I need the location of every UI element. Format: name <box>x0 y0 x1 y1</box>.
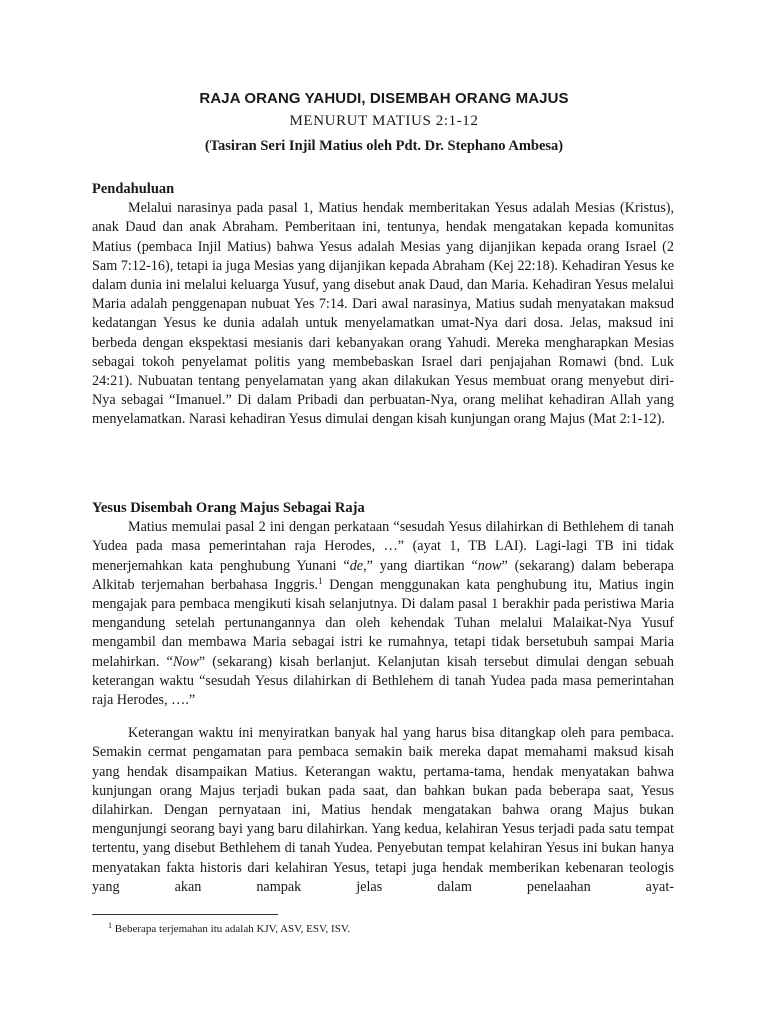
paragraph: Keterangan waktu ini menyiratkan banyak hal yang harus bisa ditangkap oleh para pembaca. Semakin cermat pengamatan para pembaca semakin baik mereka dapat memahami maksud kisah yang hendak disampaikan Matius. Keterangan waktu, pertama-tama, hendak menyatakan bahwa kunjungan orang Majus terjadi bukan pada saat, dan bahkan bukan pada beberapa saat, Yesus dilahirkan. Dengan pernyataan ini, Matius hendak mengatakan bahwa orang Majus bukan mengunjungi seorang bayi yang baru dilahirkan. Yang kedua, kelahiran Yesus terjadi pada satu tempat tertentu, yang disebut Bethlehem di tanah Yudea. Penyebutan tempat kelahiran Yesus ini bukan hanya menyatakan fakta historis dari kelahiran Yesus, tetapi juga hendak memberikan kebenaran teologis yang akan nampak jelas dalam penelaahan ayat- <box>92 725 674 895</box>
paragraph <box>92 518 674 710</box>
text-run: Matius memulai pasal 2 ini dengan perkataan “sesudah Yesus dilahirkan di Bethlehem di tanah Yudea pada masa pemerintahan raja Herodes, …” (ayat 1, TB LAI). Lagi-lagi TB ini tidak menerjemahkan kata penghubung Yunani “ <box>92 519 674 574</box>
document-subtitle: MENURUT MATIUS 2:1-12 <box>289 113 479 129</box>
document-header <box>0 88 768 157</box>
section-heading: Yesus Disembah Orang Majus Sebagai Raja <box>92 500 365 516</box>
section-introduction <box>92 180 674 430</box>
english-word: now <box>477 557 502 574</box>
footnote <box>108 922 350 936</box>
document-byline: (Tasiran Seri Injil Matius oleh Pdt. Dr. Stephano Ambesa) <box>204 138 564 154</box>
section-heading: Pendahuluan <box>92 181 175 197</box>
paragraph: Melalui narasinya pada pasal 1, Matius hendak memberitakan Yesus adalah Mesias (Kristus), anak Daud dan anak Abraham. Pemberitaan ini, tentunya, hendak mengatakan kepada komunitas Matius (pembaca Injil Matius) bahwa Yesus adalah Mesias yang dijanjikan kepada orang Israel (2 Sam 7:12-16), tetapi ia juga Mesias yang dijanjikan kepada Abraham (Kej 22:18). Kehadiran Yesus ke dalam dunia ini melalui keluarga Yusuf, yang disebut anak Daud, dan Maria. Kehadiran Yesus melalui Maria adalah penggenapan nubuat Yes 7:14. Dari awal narasinya, Matius sudah menyatakan maksud kedatangan Yesus ke dunia adalah untuk menyelamatkan umat-Nya dari dosa. Jelas, maksud ini berbeda dengan ekspektasi mesianis dari kebanyakan orang Yahudi. Mereka mengharapkan Mesias sebagai tokoh penyelamat politis yang membebaskan Israel dari penjajahan Romawi (bnd. Luk 24:21). Nubuatan tentang penyelamatan yang akan dilakukan Yesus membuat orang menyebut diri-Nya sebagai “Imanuel.” Di dalam Pribadi dan perbuatan-Nya, orang melihat kehadiran Allah yang menyelamatkan. Narasi kehadiran Yesus dimulai dengan kisah kunjungan orang Majus (Mat 2:1-12). <box>92 200 674 428</box>
text-run: ” (sekarang) dalam beberapa Alkitab terjemahan berbahasa Inggris. <box>92 557 674 593</box>
footnote-reference[interactable]: 1 <box>318 575 323 586</box>
greek-word: de <box>349 557 364 574</box>
section-magi-worship <box>92 499 674 897</box>
footnote-text: Beberapa terjemahan itu adalah KJV, ASV, ESV, ISV. <box>112 923 351 935</box>
document-title: RAJA ORANG YAHUDI, DISEMBAH ORANG MAJUS <box>199 90 569 107</box>
text-run: ” (sekarang) kisah berlanjut. Kelanjutan kisah tersebut dimulai dengan sebuah keterangan waktu “sesudah Yesus dilahirkan di Bethlehem di tanah Yudea pada masa pemerintahan raja Herodes, ….” <box>92 653 674 709</box>
footnote-divider <box>92 914 278 915</box>
text-run: Dengan menggunakan kata penghubung itu, Matius ingin mengajak para pembaca mengikuti kisah selanjutnya. Di dalam pasal 1 berakhir pada peristiwa Maria mengandung setelah pertunangannya dan oleh kehendak Tuhan melalui Malaikat-Nya Yusuf mengambil dan membawa Maria sebagai istri ke rumahnya, tetapi tidak bersetubuh sampai Maria melahirkan. “ <box>92 576 675 670</box>
english-word: Now <box>172 653 199 670</box>
footnote-number: 1 <box>108 921 112 930</box>
text-run: ,” yang diartikan “ <box>363 557 478 574</box>
